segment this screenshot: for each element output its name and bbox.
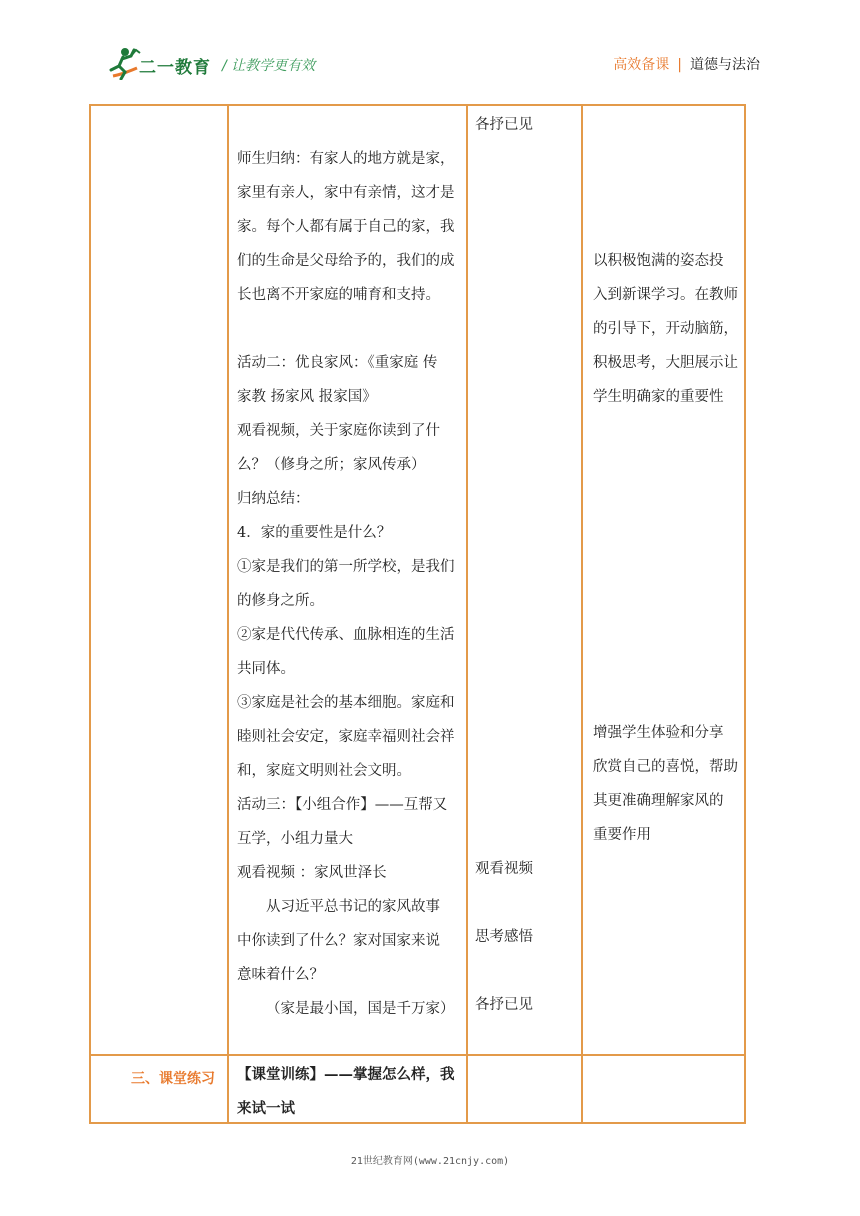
text-line: 欣赏自己的喜悦，帮助: [593, 759, 738, 775]
text-line: 入到新课学习。在教师: [593, 287, 738, 303]
design-intent-block-2: [593, 716, 743, 852]
text-line: 学生明确家的重要性: [593, 389, 724, 405]
student-activity-share: 各抒已见: [475, 997, 533, 1013]
text-line: 其更准确理解家风的: [593, 793, 724, 809]
text-line: 互学，小组力量大: [237, 831, 353, 847]
student-activity-top: 各抒已见: [475, 117, 533, 133]
text-line: ②家是代代传承、血脉相连的生活: [237, 627, 455, 643]
text-line: 的修身之所。: [237, 593, 324, 609]
text-line: 家。每个人都有属于自己的家，我: [237, 219, 455, 235]
text-line: 活动三：【小组合作】——互帮又: [237, 797, 448, 813]
student-activity-watch: 观看视频: [475, 861, 533, 877]
text-line: 意味着什么？: [237, 967, 324, 983]
design-intent-block-1: [593, 244, 743, 414]
table-divider: [227, 106, 229, 1122]
header-course-info: [613, 54, 760, 74]
table-divider: [581, 106, 583, 1122]
page-footer: 21世纪教育网(www.21cnjy.com): [350, 1156, 510, 1167]
text-line: 么？（修身之所；家风传承）: [237, 457, 426, 473]
subject-label: 道德与法治: [690, 57, 760, 73]
text-line: 共同体。: [237, 661, 295, 677]
student-activity-think: 思考感悟: [475, 929, 533, 945]
text-line: 增强学生体验和分享: [593, 725, 724, 741]
text-line: 活动二：优良家风：《重家庭 传: [237, 355, 438, 371]
text-line: 睦则社会安定，家庭幸福则社会祥: [237, 729, 455, 745]
practice-content-cell: [237, 1058, 463, 1126]
teacher-activity-cell: [237, 142, 463, 1026]
text-line: 中你读到了什么？家对国家来说: [237, 933, 440, 949]
header-separator: |: [677, 57, 682, 73]
page-header: [0, 0, 860, 100]
text-line: 以积极饱满的姿态投: [593, 253, 724, 269]
text-line: 家里有亲人，家中有亲情，这才是: [237, 185, 455, 201]
text-line: 4．家的重要性是什么？: [237, 525, 392, 541]
text-line: 长也离不开家庭的哺育和支持。: [237, 287, 440, 303]
lesson-table: [89, 104, 746, 1124]
text-line: 从习近平总书记的家风故事: [266, 899, 440, 915]
text-line: 来试一试: [237, 1100, 295, 1117]
text-line: 观看视频 ：家风世泽长: [237, 865, 387, 881]
text-line: 的引导下，开动脑筋，: [593, 321, 738, 337]
text-line: （家是最小国，国是千万家）: [266, 1001, 455, 1017]
text-line: 和，家庭文明则社会文明。: [237, 763, 411, 779]
table-divider: [466, 106, 468, 1122]
text-line: ①家是我们的第一所学校，是我们: [237, 559, 455, 575]
text-line: 们的生命是父母给予的，我们的成: [237, 253, 455, 269]
text-line: 师生归纳：有家人的地方就是家，: [237, 151, 455, 167]
text-line: 观看视频，关于家庭你读到了什: [237, 423, 440, 439]
table-row-divider: [91, 1054, 744, 1056]
text-line: ③家庭是社会的基本细胞。家庭和: [237, 695, 455, 711]
text-line: 积极思考，大胆展示让: [593, 355, 738, 371]
text-line: 家教 扬家风 报家国》: [237, 389, 377, 405]
section-label-practice: 三、课堂练习: [131, 1071, 215, 1087]
brand-name: 二一教育: [139, 58, 211, 78]
course-label: 高效备课: [613, 57, 670, 73]
brand-slogan: / 让教学更有效: [222, 58, 316, 74]
text-line: [237, 312, 463, 346]
text-line: 重要作用: [593, 827, 651, 843]
text-line: 归纳总结：: [237, 491, 310, 507]
text-line: 【课堂训练】——掌握怎么样，我: [237, 1066, 455, 1083]
